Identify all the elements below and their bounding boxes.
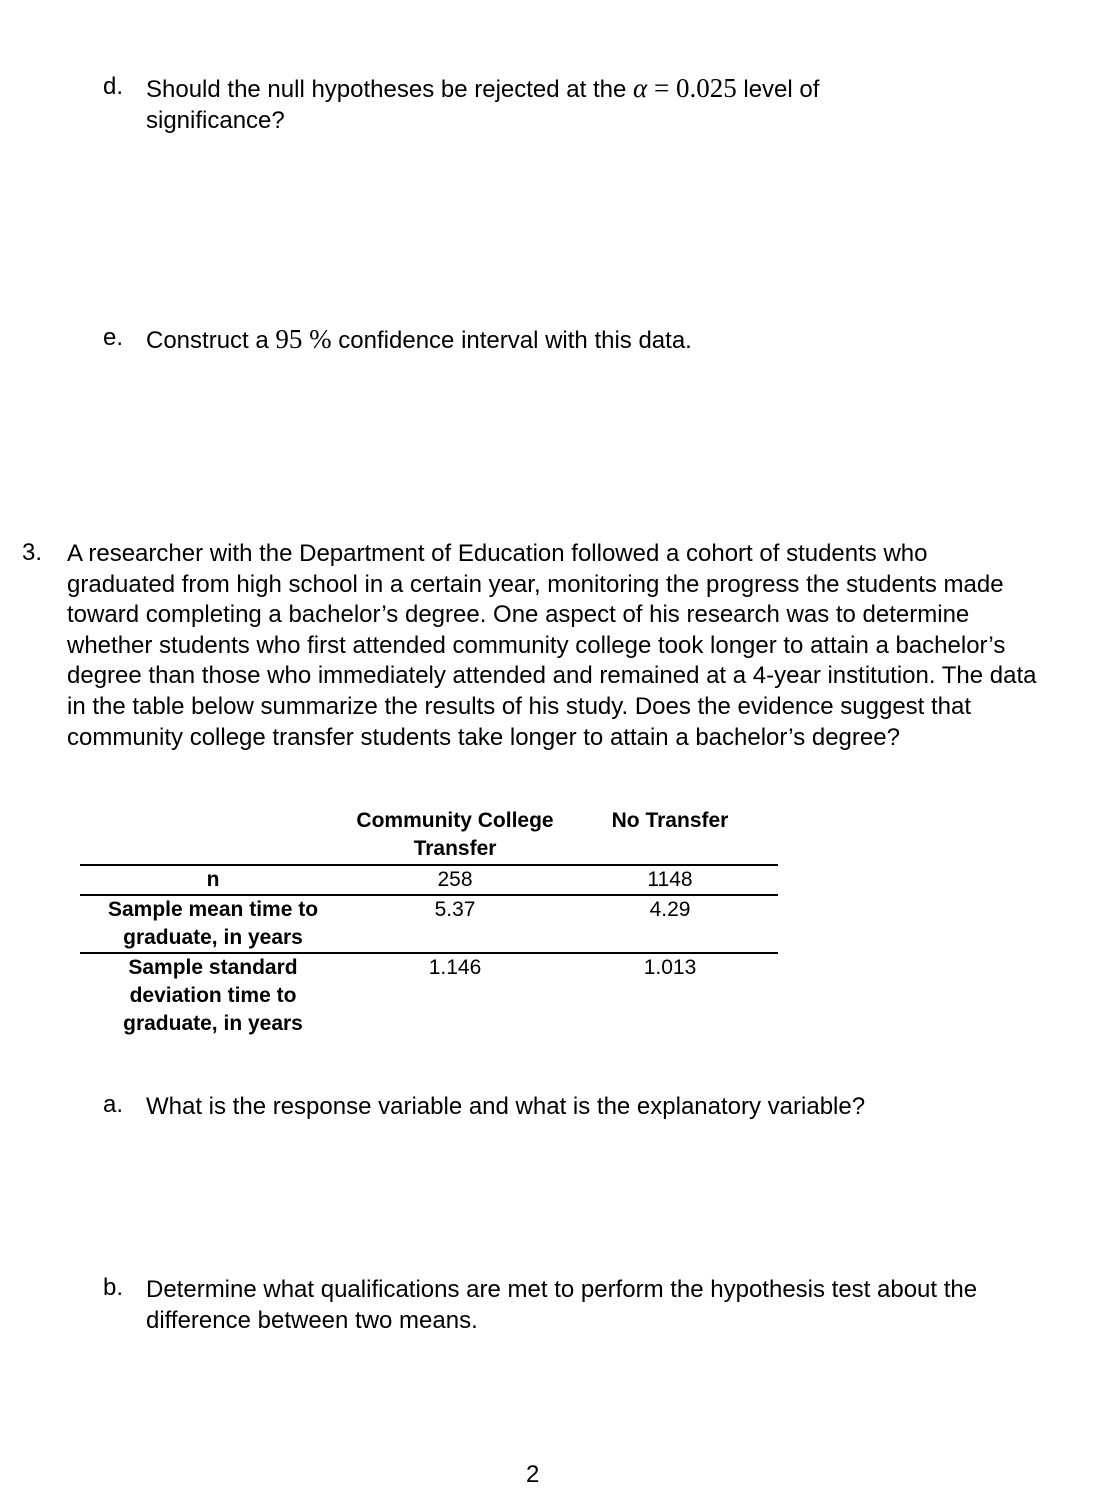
part-b-label: b. — [103, 1274, 124, 1301]
table-cell: 4.29 — [649, 898, 691, 921]
text: Should the null hypotheses be rejected at the — [146, 76, 634, 103]
part-d-text — [146, 73, 946, 136]
page-number: 2 — [526, 1461, 540, 1488]
table-cell: 1.013 — [643, 956, 697, 979]
table-cell: 258 — [437, 868, 473, 891]
question-3-label: 3. — [22, 539, 43, 566]
table-cell: 5.37 — [434, 898, 476, 921]
part-b-text: Determine what qualifications are met to perform the hypothesis test about the difference between two means. — [146, 1276, 978, 1334]
part-e-text — [146, 324, 1046, 356]
column-header: No Transfer — [611, 809, 729, 832]
part-a-text: What is the response variable and what is the explanatory variable? — [146, 1093, 866, 1120]
percent-value: 95 % — [275, 324, 332, 354]
part-d-label: d. — [103, 73, 124, 100]
part-a-label: a. — [103, 1091, 124, 1118]
alpha-symbol: α — [633, 73, 648, 103]
row-label: Sample mean time to graduate, in years — [107, 898, 319, 949]
part-e-label: e. — [103, 324, 124, 351]
row-label: Sample standard deviation time to graduate, in years — [123, 956, 303, 1035]
row-label: n — [206, 868, 220, 891]
text: confidence interval with this data. — [331, 327, 692, 354]
alpha-value: 0.025 — [675, 73, 737, 103]
text: level of significance? — [146, 76, 820, 134]
equals: = — [647, 73, 676, 103]
table-cell: 1148 — [647, 868, 693, 891]
text: Construct a — [146, 327, 276, 354]
table-cell: 1.146 — [428, 956, 482, 979]
question-3-text: A researcher with the Department of Education followed a cohort of students who graduated from high school in a certain year, monitoring the progress the students made toward completing a bachelor’s degree. One aspect of his research was to determine whether students who first attended community college took longer to attain a bachelor’s degree than those who immediately attended and remained at a 4-year institution. The data in the table below summarize the results of his study. Does the evidence suggest that community college transfer students take longer to attain a bachelor’s degree? — [67, 540, 1037, 751]
column-header: Community College Transfer — [356, 809, 554, 860]
